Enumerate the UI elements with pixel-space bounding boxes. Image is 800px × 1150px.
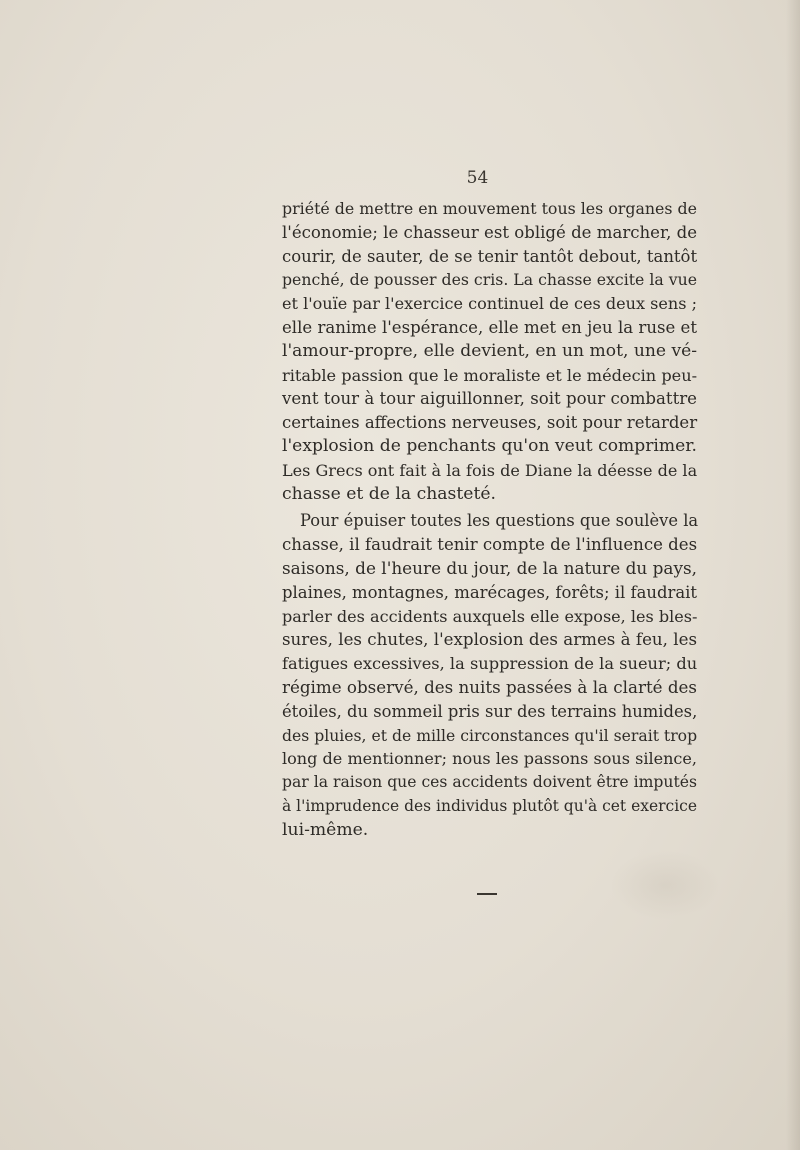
show-through-bleed xyxy=(610,850,720,920)
text-line: courir, de sauter, de se tenir tantôt debout, tantôt xyxy=(282,246,698,266)
text-line: plaines, montagnes, marécages, forêts; il faudrait xyxy=(282,582,697,602)
page-number: 54 xyxy=(466,168,489,188)
text-line: fatigues excessives, la suppression de la sueur; du xyxy=(282,654,698,674)
text-line: chasse, il faudrait tenir compte de l'influence des xyxy=(282,535,698,555)
text-line: sures, les chutes, l'explosion des armes à feu, les xyxy=(282,630,697,650)
text-line: certaines affections nerveuses, soit pour retarder xyxy=(282,413,698,433)
text-line: penché, de pousser des cris. La chasse excite la vue xyxy=(282,270,697,290)
text-line: et l'ouïe par l'exercice continuel de ces deux sens ; xyxy=(282,294,698,314)
text-line: des pluies, et de mille circonstances qu'il serait trop xyxy=(282,725,698,745)
paragraph-2 xyxy=(282,509,697,842)
text-line: à l'imprudence des individus plutôt qu'à cet exercice xyxy=(282,796,698,815)
text-line: l'explosion de penchants qu'on veut comprimer. xyxy=(282,435,697,456)
text-line: par la raison que ces accidents doivent être imputés xyxy=(282,773,697,792)
text-line: régime observé, des nuits passées à la clarté des xyxy=(282,676,697,697)
text-line: elle ranime l'espérance, elle met en jeu la ruse et xyxy=(282,317,697,337)
body-text xyxy=(282,197,697,843)
text-line: l'amour-propre, elle devient, en un mot, une vé- xyxy=(282,340,698,361)
text-line: vent tour à tour aiguillonner, soit pour combattre xyxy=(282,389,697,409)
text-line: parler des accidents auxquels elle expose, les bles- xyxy=(282,606,698,626)
text-line: long de mentionner; nous les passons sous silence, xyxy=(282,749,697,769)
text-line: chasse et de la chasteté. xyxy=(282,483,496,504)
text-line: étoiles, du sommeil pris sur des terrains humides, xyxy=(282,701,698,721)
text-line: ritable passion que le moraliste et le médecin peu- xyxy=(282,365,698,385)
end-rule xyxy=(477,893,497,895)
text-line: Les Grecs ont fait à la fois de Diane la déesse de la xyxy=(282,460,698,480)
text-line: Pour épuiser toutes les questions que soulève la xyxy=(300,511,699,531)
text-line: saisons, de l'heure du jour, de la nature du pays, xyxy=(282,557,697,578)
text-line: lui-même. xyxy=(282,819,369,840)
text-line: priété de mettre en mouvement tous les organes de xyxy=(282,199,697,218)
text-line: l'économie; le chasseur est obligé de marcher, de xyxy=(282,222,698,242)
paragraph-1 xyxy=(282,197,697,506)
